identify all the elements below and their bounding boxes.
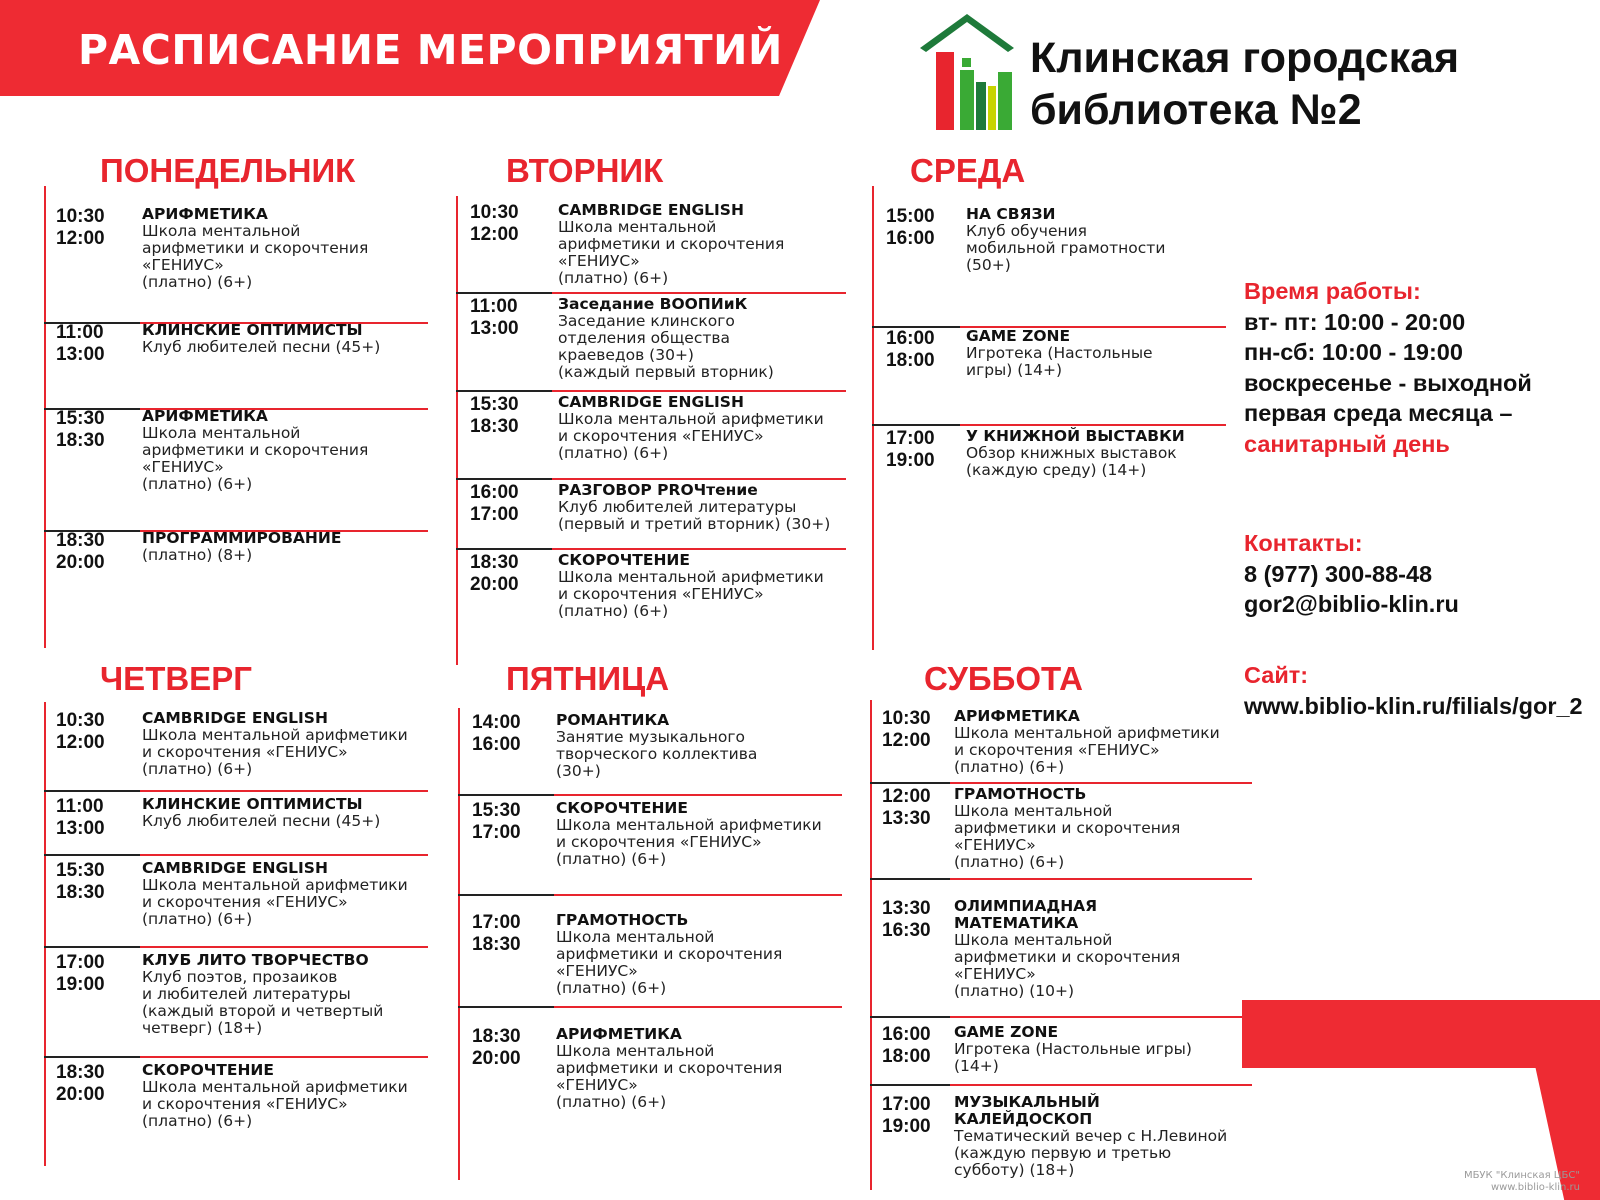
event-start-time: 18:30 [56, 1062, 105, 1083]
column-divider [44, 702, 46, 1166]
row-separator [458, 894, 842, 896]
event-end-time: 13:00 [56, 818, 105, 839]
event-description: Школа ментальной арифметики и скорочтения «ГЕНИУС» (платно) (6+) [954, 802, 1181, 871]
event-description: Тематический вечер с Н.Левиной (каждую первую и третью субботу) (18+) [954, 1127, 1228, 1179]
event-title: ОЛИМПИАДНАЯ МАТЕМАТИКА [954, 897, 1098, 932]
event-title: CAMBRIDGE ENGLISH [142, 709, 328, 727]
event-time [470, 552, 519, 596]
row-separator [872, 424, 1226, 426]
event-end-time: 18:00 [882, 1046, 931, 1067]
event-end-time: 12:00 [882, 730, 931, 751]
event-end-time: 17:00 [472, 822, 521, 843]
event-description: Школа ментальной арифметики и скорочтения «ГЕНИУС» (платно) (6+) [142, 1078, 408, 1130]
event-start-time: 16:00 [886, 328, 935, 349]
column-divider [872, 186, 874, 650]
footer-note [1464, 1170, 1580, 1194]
library-name-line-1: Клинская городская [1030, 34, 1460, 82]
event-time [882, 1024, 931, 1068]
event-end-time: 20:00 [56, 1084, 105, 1105]
event-start-time: 10:30 [56, 710, 105, 731]
event-description: Школа ментальной арифметики и скорочтения «ГЕНИУС» (платно) (6+) [558, 218, 785, 287]
event-description: Клуб любителей песни (45+) [142, 338, 381, 356]
event-description: Школа ментальной арифметики и скорочтения «ГЕНИУС» (платно) (10+) [954, 931, 1181, 1000]
event-start-time: 10:30 [56, 206, 105, 227]
event-description: Занятие музыкального творческого коллектива (30+) [556, 728, 758, 780]
event-start-time: 11:00 [56, 322, 104, 343]
event-description: Школа ментальной арифметики и скорочтения «ГЕНИУС» (платно) (6+) [142, 876, 408, 928]
event-start-time: 10:30 [882, 708, 931, 729]
row-separator [44, 790, 428, 792]
event-item [142, 952, 448, 1037]
hours-line: вт- пт: 10:00 - 20:00 [1244, 308, 1466, 335]
event-description: Школа ментальной арифметики и скорочтения «ГЕНИУС» (платно) (6+) [556, 928, 783, 997]
event-start-time: 11:00 [470, 296, 518, 317]
event-item [556, 912, 862, 997]
event-title: У КНИЖНОЙ ВЫСТАВКИ [966, 427, 1185, 445]
event-item [556, 712, 862, 780]
event-time [56, 952, 105, 996]
day-title: ВТОРНИК [506, 152, 664, 189]
column-divider [44, 186, 46, 648]
event-item [954, 1024, 1272, 1075]
event-end-time: 13:30 [882, 808, 931, 829]
working-hours [1244, 276, 1532, 459]
event-item [558, 296, 866, 381]
working-hours-heading: Время работы: [1244, 278, 1421, 304]
event-start-time: 12:00 [882, 786, 931, 807]
event-end-time: 17:00 [470, 504, 519, 525]
event-title: СКОРОЧТЕНИЕ [558, 551, 690, 569]
event-end-time: 18:30 [472, 934, 521, 955]
row-separator [456, 548, 846, 550]
day-title: ПЯТНИЦА [506, 660, 670, 697]
event-time [886, 328, 935, 372]
event-description: Школа ментальной арифметики и скорочтения «ГЕНИУС» (платно) (6+) [954, 724, 1220, 776]
event-title: СКОРОЧТЕНИЕ [556, 799, 688, 817]
event-start-time: 18:30 [472, 1026, 521, 1047]
event-description: Клуб любителей литературы (первый и третий вторник) (30+) [558, 498, 831, 533]
event-item [954, 786, 1272, 871]
event-end-time: 13:00 [470, 318, 519, 339]
event-item [954, 708, 1272, 776]
event-description: Школа ментальной арифметики и скорочтения «ГЕНИУС» (платно) (6+) [558, 568, 824, 620]
event-time [472, 1026, 521, 1070]
event-time [56, 322, 105, 366]
event-end-time: 18:30 [470, 416, 519, 437]
event-item [556, 1026, 862, 1111]
day-title: СРЕДА [910, 152, 1026, 189]
row-separator [44, 854, 428, 856]
day-title: ЧЕТВЕРГ [100, 660, 252, 697]
contacts [1244, 528, 1459, 620]
row-separator [870, 782, 1252, 784]
event-item [142, 206, 448, 291]
event-item [142, 796, 448, 830]
event-end-time: 12:00 [470, 224, 519, 245]
contacts-heading: Контакты: [1244, 530, 1363, 556]
site-url[interactable]: www.biblio-klin.ru/filials/gor_2 [1244, 692, 1583, 719]
event-start-time: 15:30 [470, 394, 519, 415]
column-divider [458, 708, 460, 1180]
page-title: РАСПИСАНИЕ МЕРОПРИЯТИЙ [78, 26, 783, 74]
event-item [954, 1094, 1272, 1179]
event-start-time: 16:00 [470, 482, 519, 503]
event-title: АРИФМЕТИКА [556, 1025, 682, 1043]
event-description: Игротека (Настольные игры) (14+) [966, 344, 1153, 379]
event-title: CAMBRIDGE ENGLISH [142, 859, 328, 877]
event-time [882, 1094, 931, 1138]
column-divider [870, 700, 872, 1190]
event-time [882, 708, 931, 752]
event-item [558, 482, 866, 533]
event-description: Клуб поэтов, прозаиков и любителей литературы (каждый второй и четвертый четверг) (18+) [142, 968, 384, 1037]
column-divider [456, 196, 458, 665]
event-title: ПРОГРАММИРОВАНИЕ [142, 529, 342, 547]
event-title: АРИФМЕТИКА [954, 707, 1080, 725]
event-item [142, 710, 448, 778]
event-time [470, 202, 519, 246]
event-time [470, 296, 519, 340]
hours-line: пн-сб: 10:00 - 19:00 [1244, 339, 1463, 365]
event-start-time: 18:30 [470, 552, 519, 573]
event-title: CAMBRIDGE ENGLISH [558, 201, 744, 219]
site-heading: Сайт: [1244, 662, 1309, 688]
event-description: Клуб любителей песни (45+) [142, 812, 381, 830]
event-time [56, 408, 105, 452]
day-title: ПОНЕДЕЛЬНИК [100, 152, 356, 189]
event-title: GAME ZONE [966, 327, 1071, 345]
event-description: Школа ментальной арифметики и скорочтения «ГЕНИУС» (платно) (6+) [142, 222, 369, 291]
row-separator [870, 1084, 1252, 1086]
event-time [472, 912, 521, 956]
sanitary-day: санитарный день [1244, 430, 1450, 457]
event-end-time: 19:00 [882, 1116, 931, 1137]
row-separator [44, 946, 428, 948]
event-end-time: 12:00 [56, 732, 105, 753]
event-description: Заседание клинского отделения общества краеведов (30+) (каждый первый вторник) [558, 312, 774, 381]
event-description: (платно) (8+) [142, 546, 253, 564]
event-start-time: 15:00 [886, 206, 935, 227]
library-name-line-2: библиотека №2 [1030, 86, 1362, 134]
event-item [142, 322, 448, 356]
event-item [966, 428, 1246, 479]
event-title: НА СВЯЗИ [966, 205, 1056, 223]
site [1244, 660, 1583, 721]
event-title: Заседание ВООПИиК [558, 295, 748, 313]
event-start-time: 15:30 [472, 800, 521, 821]
event-item [142, 530, 448, 564]
event-end-time: 20:00 [56, 552, 105, 573]
row-separator [456, 292, 846, 294]
event-description: Школа ментальной арифметики и скорочтения «ГЕНИУС» (платно) (6+) [142, 726, 408, 778]
contact-phone[interactable]: 8 (977) 300-88-48 [1244, 560, 1433, 587]
row-separator [870, 1016, 1252, 1018]
event-item [558, 394, 866, 462]
event-end-time: 20:00 [472, 1048, 521, 1069]
event-start-time: 17:00 [882, 1094, 931, 1115]
event-time [886, 428, 935, 472]
event-start-time: 11:00 [56, 796, 104, 817]
event-end-time: 16:00 [472, 734, 521, 755]
event-description: Школа ментальной арифметики и скорочтения «ГЕНИУС» (платно) (6+) [142, 424, 369, 493]
event-title: АРИФМЕТИКА [142, 205, 268, 223]
event-time [882, 786, 931, 830]
event-time [472, 800, 521, 844]
event-time [56, 796, 105, 840]
event-end-time: 18:30 [56, 430, 105, 451]
event-end-time: 19:00 [56, 974, 105, 995]
event-time [56, 1062, 105, 1106]
hours-line: первая среда месяца – [1244, 400, 1513, 426]
event-end-time: 20:00 [470, 574, 519, 595]
contact-email[interactable]: gor2@biblio-klin.ru [1244, 591, 1459, 617]
event-item [966, 206, 1246, 274]
hours-line: воскресенье - выходной [1244, 369, 1532, 396]
event-end-time: 12:00 [56, 228, 105, 249]
event-title: ГРАМОТНОСТЬ [556, 911, 689, 929]
event-time [56, 530, 105, 574]
event-start-time: 10:30 [470, 202, 519, 223]
event-title: АРИФМЕТИКА [142, 407, 268, 425]
event-time [56, 860, 105, 904]
event-title: КЛИНСКИЕ ОПТИМИСТЫ [142, 795, 363, 813]
event-end-time: 18:30 [56, 882, 105, 903]
row-separator [44, 1056, 428, 1058]
event-time [56, 710, 105, 754]
event-title: КЛИНСКИЕ ОПТИМИСТЫ [142, 321, 363, 339]
event-end-time: 19:00 [886, 450, 935, 471]
event-start-time: 17:00 [472, 912, 521, 933]
library-name [1030, 32, 1550, 136]
event-start-time: 13:30 [882, 898, 931, 919]
event-time [472, 712, 521, 756]
row-separator [458, 794, 842, 796]
event-description: Школа ментальной арифметики и скорочтения «ГЕНИУС» (платно) (6+) [558, 410, 824, 462]
event-title: КЛУБ ЛИТО ТВОРЧЕСТВО [142, 951, 369, 969]
event-title: МУЗЫКАЛЬНЫЙ КАЛЕЙДОСКОП [954, 1093, 1100, 1128]
event-item [954, 898, 1272, 1000]
event-item [558, 202, 866, 287]
footer-org: МБУК "Клинская ЦБС" [1463, 1170, 1580, 1181]
event-end-time: 16:30 [882, 920, 931, 941]
event-start-time: 14:00 [472, 712, 521, 733]
event-time [886, 206, 935, 250]
event-start-time: 17:00 [56, 952, 105, 973]
event-item [142, 1062, 448, 1130]
day-title: СУББОТА [924, 660, 1083, 697]
library-logo-icon [916, 12, 1018, 130]
event-item [142, 860, 448, 928]
event-time [56, 206, 105, 250]
event-title: CAMBRIDGE ENGLISH [558, 393, 744, 411]
event-item [558, 552, 866, 620]
event-description: Клуб обучения мобильной грамотности (50+) [966, 222, 1166, 274]
event-time [470, 482, 519, 526]
event-description: Школа ментальной арифметики и скорочтения «ГЕНИУС» (платно) (6+) [556, 1042, 783, 1111]
event-start-time: 17:00 [886, 428, 935, 449]
event-end-time: 13:00 [56, 344, 105, 365]
footer-url: www.biblio-klin.ru [1490, 1182, 1580, 1193]
event-title: РАЗГОВОР PROЧтение [558, 481, 758, 499]
event-item [966, 328, 1246, 379]
event-item [556, 800, 862, 868]
row-separator [456, 478, 846, 480]
event-time [882, 898, 931, 942]
event-end-time: 18:00 [886, 350, 935, 371]
event-end-time: 16:00 [886, 228, 935, 249]
event-description: Игротека (Настольные игры) (14+) [954, 1040, 1192, 1075]
event-start-time: 16:00 [882, 1024, 931, 1045]
event-title: СКОРОЧТЕНИЕ [142, 1061, 274, 1079]
row-separator [870, 878, 1252, 880]
event-time [470, 394, 519, 438]
event-start-time: 18:30 [56, 530, 105, 551]
event-title: ГРАМОТНОСТЬ [954, 785, 1087, 803]
event-start-time: 15:30 [56, 860, 105, 881]
event-description: Школа ментальной арифметики и скорочтения «ГЕНИУС» (платно) (6+) [556, 816, 822, 868]
row-separator [456, 390, 846, 392]
event-item [142, 408, 448, 493]
event-title: GAME ZONE [954, 1023, 1059, 1041]
event-start-time: 15:30 [56, 408, 105, 429]
event-description: Обзор книжных выставок (каждую среду) (14+) [966, 444, 1177, 479]
row-separator [458, 1006, 842, 1008]
event-title: РОМАНТИКА [556, 711, 670, 729]
